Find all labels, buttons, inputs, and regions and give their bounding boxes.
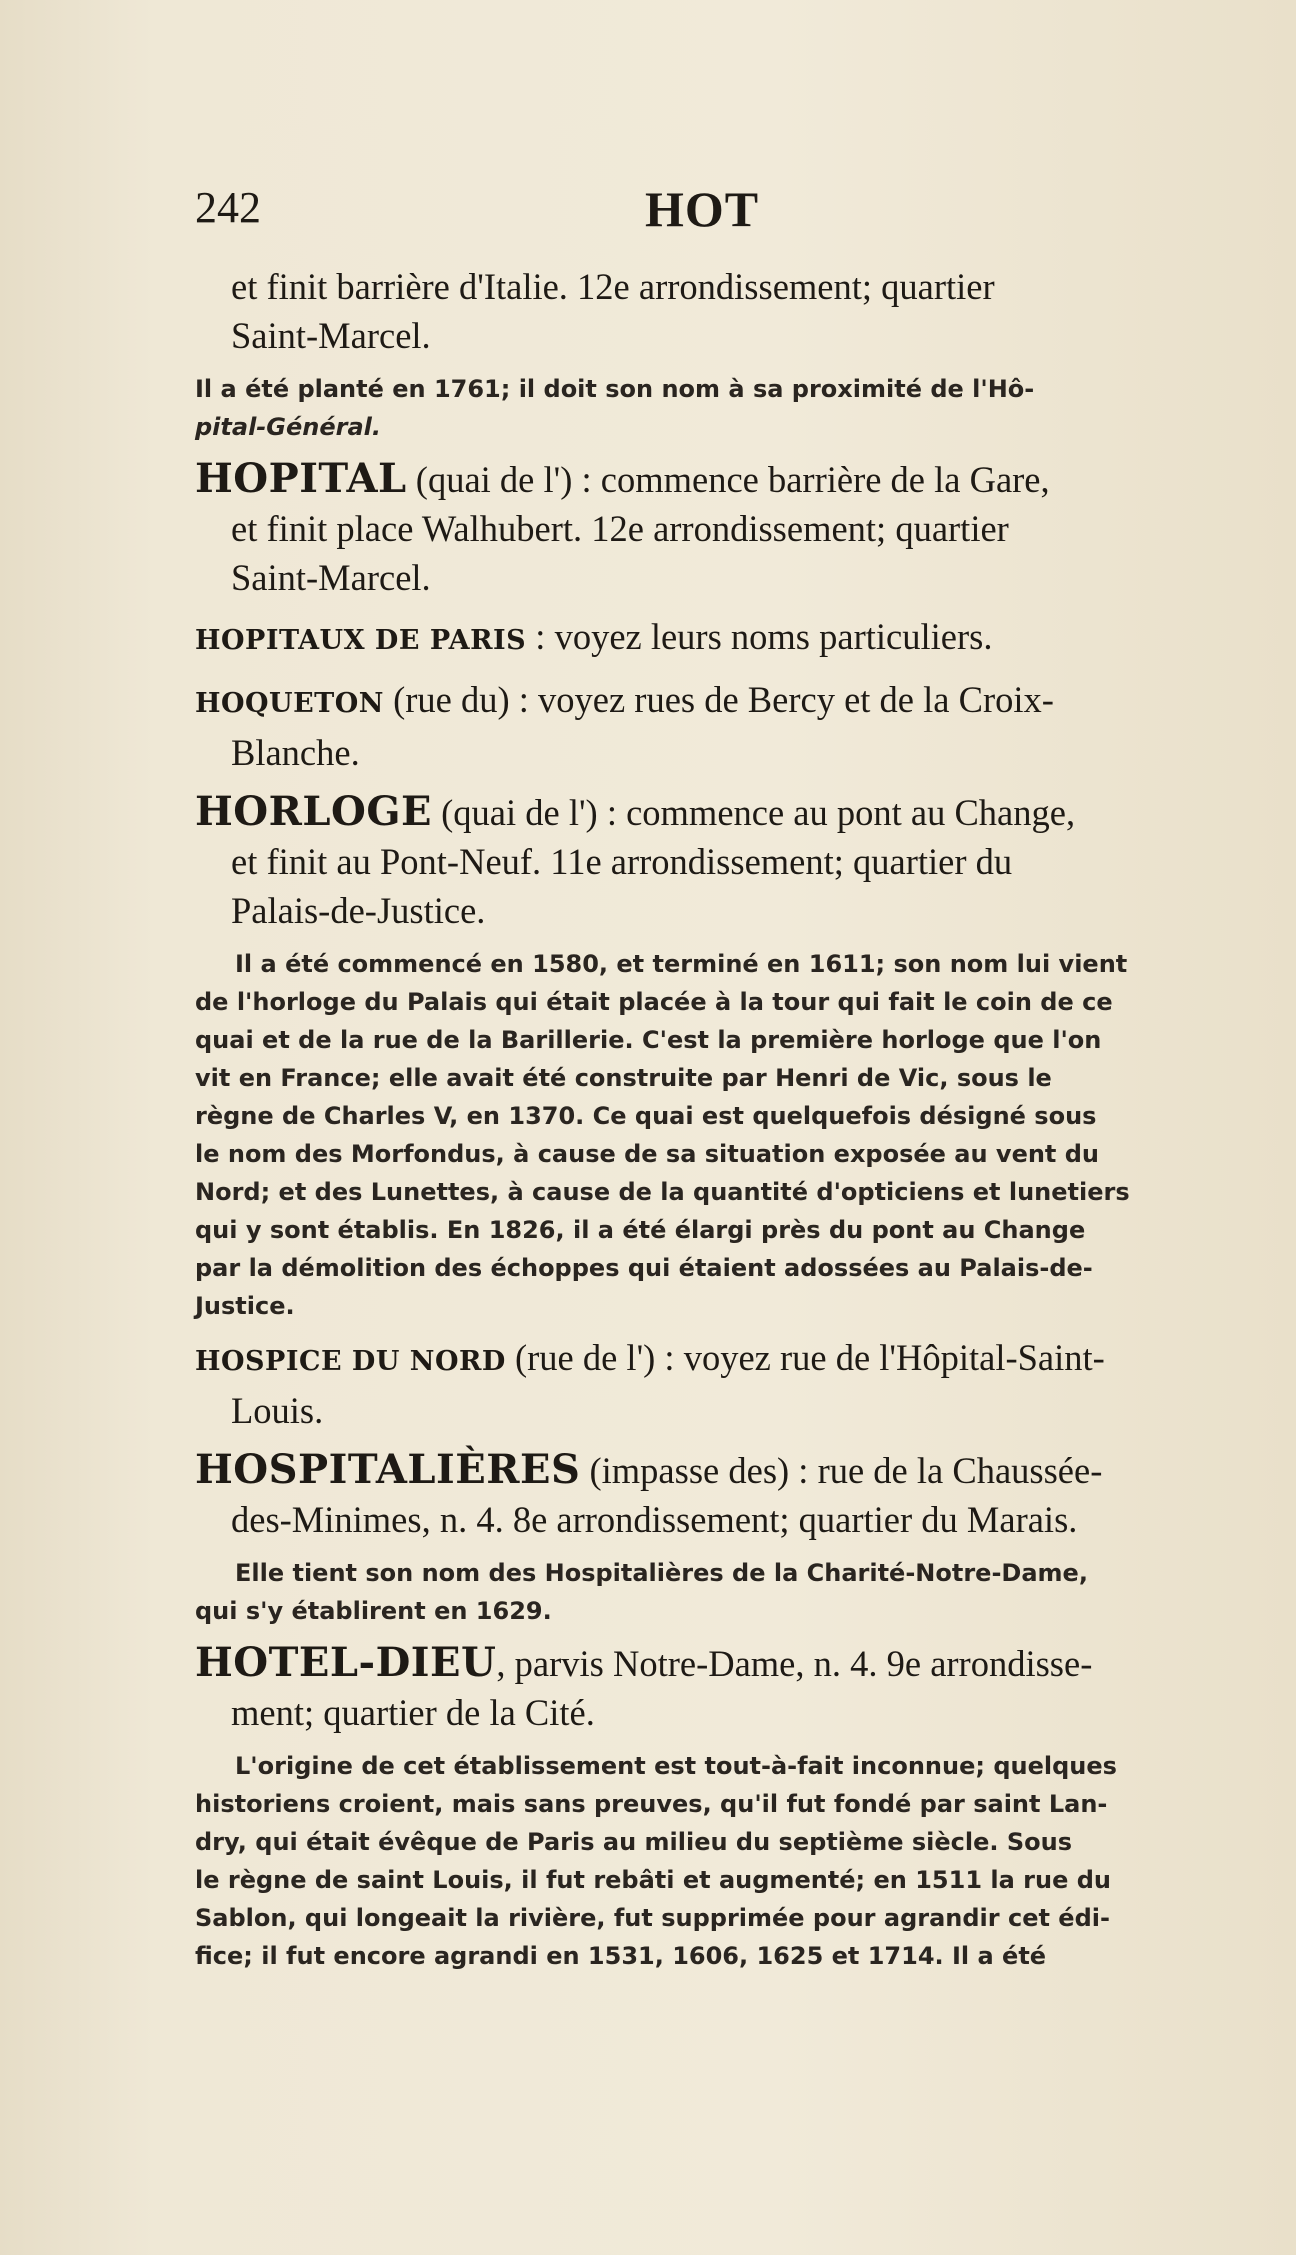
entry-keyword: HORLOGE [195, 788, 432, 835]
entry-line: et finit barrière d'Italie. 12e arrondissement; quartier [231, 266, 995, 307]
entry-hoqueton [195, 675, 1205, 777]
note-line: Nord; et des Lunettes, à cause de la quantité d'opticiens et lunetiers [195, 1178, 1130, 1206]
note-line: qui s'y établirent en 1629. [195, 1597, 552, 1625]
entry-text: (quai de l') : commence barrière de la Gare, [406, 459, 1050, 500]
entry-hotel-dieu [195, 1638, 1205, 1737]
entry-keyword: HOSPITALIÈRES [195, 1446, 581, 1493]
entry-line: des-Minimes, n. 4. 8e arrondissement; quartier du Marais. [231, 1499, 1078, 1540]
entry-line: et finit au Pont-Neuf. 11e arrondissement; quartier du [231, 841, 1013, 882]
entry-keyword: HOQUETON [195, 688, 384, 719]
note-hospitalieres [195, 1554, 1205, 1630]
entry-continuation [195, 262, 1205, 360]
entry-line: Louis. [231, 1390, 324, 1431]
entry-line: Palais-de-Justice. [231, 890, 486, 931]
note-line: Il a été planté en 1761; il doit son nom à sa proximité de l'Hô- [195, 375, 1035, 403]
note-line: L'origine de cet établissement est tout-à-fait inconnue; quelques [235, 1752, 1117, 1780]
entry-hospitalieres [195, 1445, 1205, 1544]
entry-text: (impasse des) : rue de la Chaussée- [580, 1450, 1103, 1491]
entry-hopitaux [195, 612, 1205, 665]
note-horloge [195, 945, 1205, 1325]
entry-hospice-du-nord [195, 1333, 1205, 1435]
entry-horloge [195, 787, 1205, 935]
note-line: Sablon, qui longeait la rivière, fut supprimée pour agrandir cet édi- [195, 1904, 1110, 1932]
entry-keyword: HOTEL-DIEU [195, 1639, 497, 1686]
note-line: par la démolition des échoppes qui étaient adossées au Palais-de- [195, 1254, 1093, 1282]
entry-text: (rue du) : voyez rues de Bercy et de la Croix- [383, 679, 1054, 720]
entry-text: (rue de l') : voyez rue de l'Hôpital-Saint- [505, 1337, 1105, 1378]
entry-text: (quai de l') : commence au pont au Change, [432, 792, 1076, 833]
note-line: historiens croient, mais sans preuves, qu'il fut fondé par saint Lan- [195, 1790, 1108, 1818]
note-line: Il a été commencé en 1580, et terminé en 1611; son nom lui vient [235, 950, 1128, 978]
entry-line: ment; quartier de la Cité. [231, 1692, 595, 1733]
note-line: qui y sont établis. En 1826, il a été élargi près du pont au Change [195, 1216, 1086, 1244]
entry-line: Blanche. [231, 732, 360, 773]
entry-keyword: HOPITAUX DE PARIS [195, 625, 527, 656]
note-line: pital-Général. [195, 413, 381, 441]
note-line: Justice. [195, 1292, 295, 1320]
note-line: fice; il fut encore agrandi en 1531, 1606, 1625 et 1714. Il a été [195, 1942, 1047, 1970]
note-line: dry, qui était évêque de Paris au milieu du septième siècle. Sous [195, 1828, 1073, 1856]
entry-text: : voyez leurs noms particuliers. [526, 616, 993, 657]
running-head-title: HOT [645, 181, 760, 237]
entry-hopital [195, 454, 1205, 602]
page-body [195, 262, 1205, 1983]
entry-line: et finit place Walhubert. 12e arrondissement; quartier [231, 508, 1009, 549]
note-line: Elle tient son nom des Hospitalières de la Charité-Notre-Dame, [235, 1559, 1088, 1587]
note-hopital-general [195, 370, 1205, 446]
note-line: quai et de la rue de la Barillerie. C'est la première horloge que l'on [195, 1026, 1102, 1054]
entry-keyword: HOSPICE DU NORD [195, 1346, 506, 1377]
entry-line: Saint-Marcel. [231, 557, 431, 598]
note-hotel-dieu [195, 1747, 1205, 1975]
note-line: le règne de saint Louis, il fut rebâti et augmenté; en 1511 la rue du [195, 1866, 1111, 1894]
note-line: règne de Charles V, en 1370. Ce quai est quelquefois désigné sous [195, 1102, 1097, 1130]
note-line: le nom des Morfondus, à cause de sa situation exposée au vent du [195, 1140, 1100, 1168]
entry-keyword: HOPITAL [195, 455, 407, 502]
running-head [195, 182, 1105, 242]
entry-line: Saint-Marcel. [231, 315, 431, 356]
note-line: vit en France; elle avait été construite par Henri de Vic, sous le [195, 1064, 1052, 1092]
page-number: 242 [195, 183, 261, 232]
note-line: de l'horloge du Palais qui était placée à la tour qui fait le coin de ce [195, 988, 1113, 1016]
entry-text: , parvis Notre-Dame, n. 4. 9e arrondisse- [496, 1643, 1093, 1684]
